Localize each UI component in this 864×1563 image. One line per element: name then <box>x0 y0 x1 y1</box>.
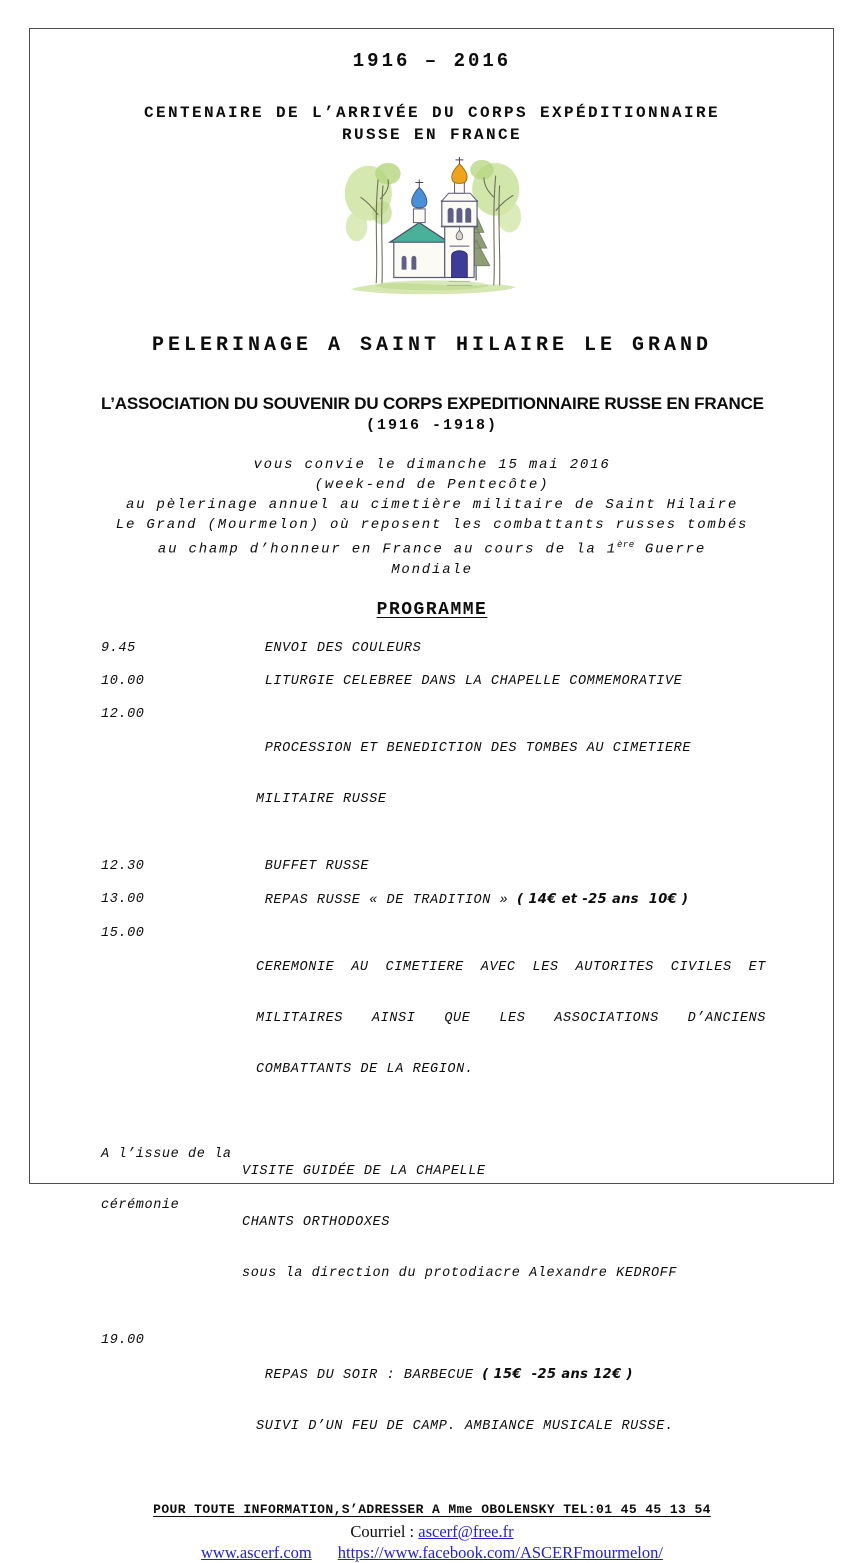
schedule-activity-line: CEREMONIE AU CIMETIERE AVEC LES AUTORITES CIVILES ET <box>256 959 766 975</box>
schedule-activity-line: MILITAIRES AINSI QUE LES ASSOCIATIONS D’ANCIENS <box>256 1010 766 1026</box>
schedule-activity <box>256 891 763 909</box>
invitation-line-text: Guerre <box>634 541 707 558</box>
schedule-row <box>101 925 766 1112</box>
invitation-line: Mondiale <box>391 561 473 578</box>
schedule-activity-line: PROCESSION ET BENEDICTION DES TOMBES AU CIMETIERE <box>256 740 692 756</box>
schedule-activity-line: sous la direction du protodiacre Alexandre KEDROFF <box>242 1265 678 1281</box>
schedule-activity: ENVOI DES COULEURS <box>256 640 422 656</box>
document-header <box>101 102 763 146</box>
schedule-activity-text: REPAS DU SOIR : BARBECUE <box>256 1367 483 1383</box>
schedule-row <box>101 891 763 909</box>
schedule-time-line: cérémonie <box>101 1197 180 1213</box>
schedule-activity <box>242 1112 763 1316</box>
years-heading: 1916 – 2016 <box>352 50 512 72</box>
header-line2: RUSSE EN FRANCE <box>341 126 523 144</box>
association-years: (1916 -1918) <box>365 417 499 434</box>
programme-heading: PROGRAMME <box>376 599 488 620</box>
schedule-time: 12.00 <box>101 706 145 722</box>
facebook-link[interactable]: https://www.facebook.com/ASCERFmourmelon/ <box>337 1542 663 1562</box>
footer <box>101 1501 763 1563</box>
invitation-paragraph <box>101 455 763 580</box>
schedule-row <box>101 1332 763 1469</box>
ordinal-superscript: ère <box>616 540 635 550</box>
schedule-row <box>101 706 763 842</box>
price-tag: ( 15€ -25 ans 12€ ) <box>482 1366 633 1382</box>
schedule-time: 13.00 <box>101 891 145 907</box>
invitation-line <box>101 535 763 560</box>
schedule-row <box>101 673 763 690</box>
schedule-activity: LITURGIE CELEBREE DANS LA CHAPELLE COMMEMORATIVE <box>256 673 683 689</box>
email-link[interactable]: ascerf@free.fr <box>418 1521 514 1541</box>
programme-schedule <box>101 640 766 1469</box>
schedule-activity <box>256 1332 763 1469</box>
association-block <box>101 393 763 437</box>
schedule-activity <box>256 706 763 842</box>
email-line <box>101 1521 763 1542</box>
invitation-line: (week-end de Pentecôte) <box>314 477 550 493</box>
chapel-illustration-svg <box>338 156 526 301</box>
invitation-line: Le Grand (Mourmelon) où reposent les combattants russes tombés <box>115 517 749 533</box>
price-tag: ( 14€ et -25 ans 10€ ) <box>517 891 689 907</box>
document-page <box>29 28 834 1562</box>
links-line <box>101 1542 763 1563</box>
invitation-line: vous convie le dimanche 15 mai 2016 <box>253 457 611 473</box>
schedule-row <box>101 640 763 657</box>
invitation-line: au pèlerinage annuel au cimetière militaire de Saint Hilaire <box>125 497 739 513</box>
invitation-line-text: au champ d’honneur en France au cours de la 1 <box>157 541 617 558</box>
chapel-illustration <box>101 156 763 301</box>
schedule-time-line: A l’issue de la <box>101 1146 232 1162</box>
contact-info: POUR TOUTE INFORMATION,S’ADRESSER A Mme OBOLENSKY TEL:01 45 45 13 54 <box>153 1501 711 1517</box>
schedule-time: 19.00 <box>101 1332 145 1348</box>
schedule-time: 10.00 <box>101 673 145 689</box>
schedule-time: 12.30 <box>101 858 145 874</box>
schedule-activity-line: VISITE GUIDÉE DE LA CHAPELLE <box>242 1163 486 1179</box>
website-link[interactable]: www.ascerf.com <box>201 1542 312 1562</box>
schedule-time <box>101 1112 256 1316</box>
schedule-row <box>101 858 763 875</box>
header-line1: CENTENAIRE DE L’ARRIVÉE DU CORPS EXPÉDITIONNAIRE <box>143 104 721 122</box>
schedule-activity-line: CHANTS ORTHODOXES <box>242 1214 390 1230</box>
schedule-activity-line <box>256 1366 763 1384</box>
schedule-row <box>101 1112 763 1316</box>
association-name: L’ASSOCIATION DU SOUVENIR DU CORPS EXPEDITIONNAIRE RUSSE EN FRANCE <box>101 394 764 413</box>
email-label: Courriel : <box>350 1521 419 1541</box>
schedule-activity-line: COMBATTANTS DE LA REGION. <box>256 1061 474 1077</box>
schedule-time: 9.45 <box>101 640 136 656</box>
schedule-time: 15.00 <box>101 925 145 941</box>
page-title: PELERINAGE A SAINT HILAIRE LE GRAND <box>151 334 713 357</box>
schedule-activity: BUFFET RUSSE <box>256 858 370 874</box>
schedule-activity-line: SUIVI D’UN FEU DE CAMP. AMBIANCE MUSICALE RUSSE. <box>256 1418 674 1434</box>
schedule-activity <box>256 925 766 1112</box>
schedule-activity-line: MILITAIRE RUSSE <box>256 791 387 807</box>
schedule-activity-line: REPAS RUSSE « DE TRADITION » <box>256 892 518 908</box>
